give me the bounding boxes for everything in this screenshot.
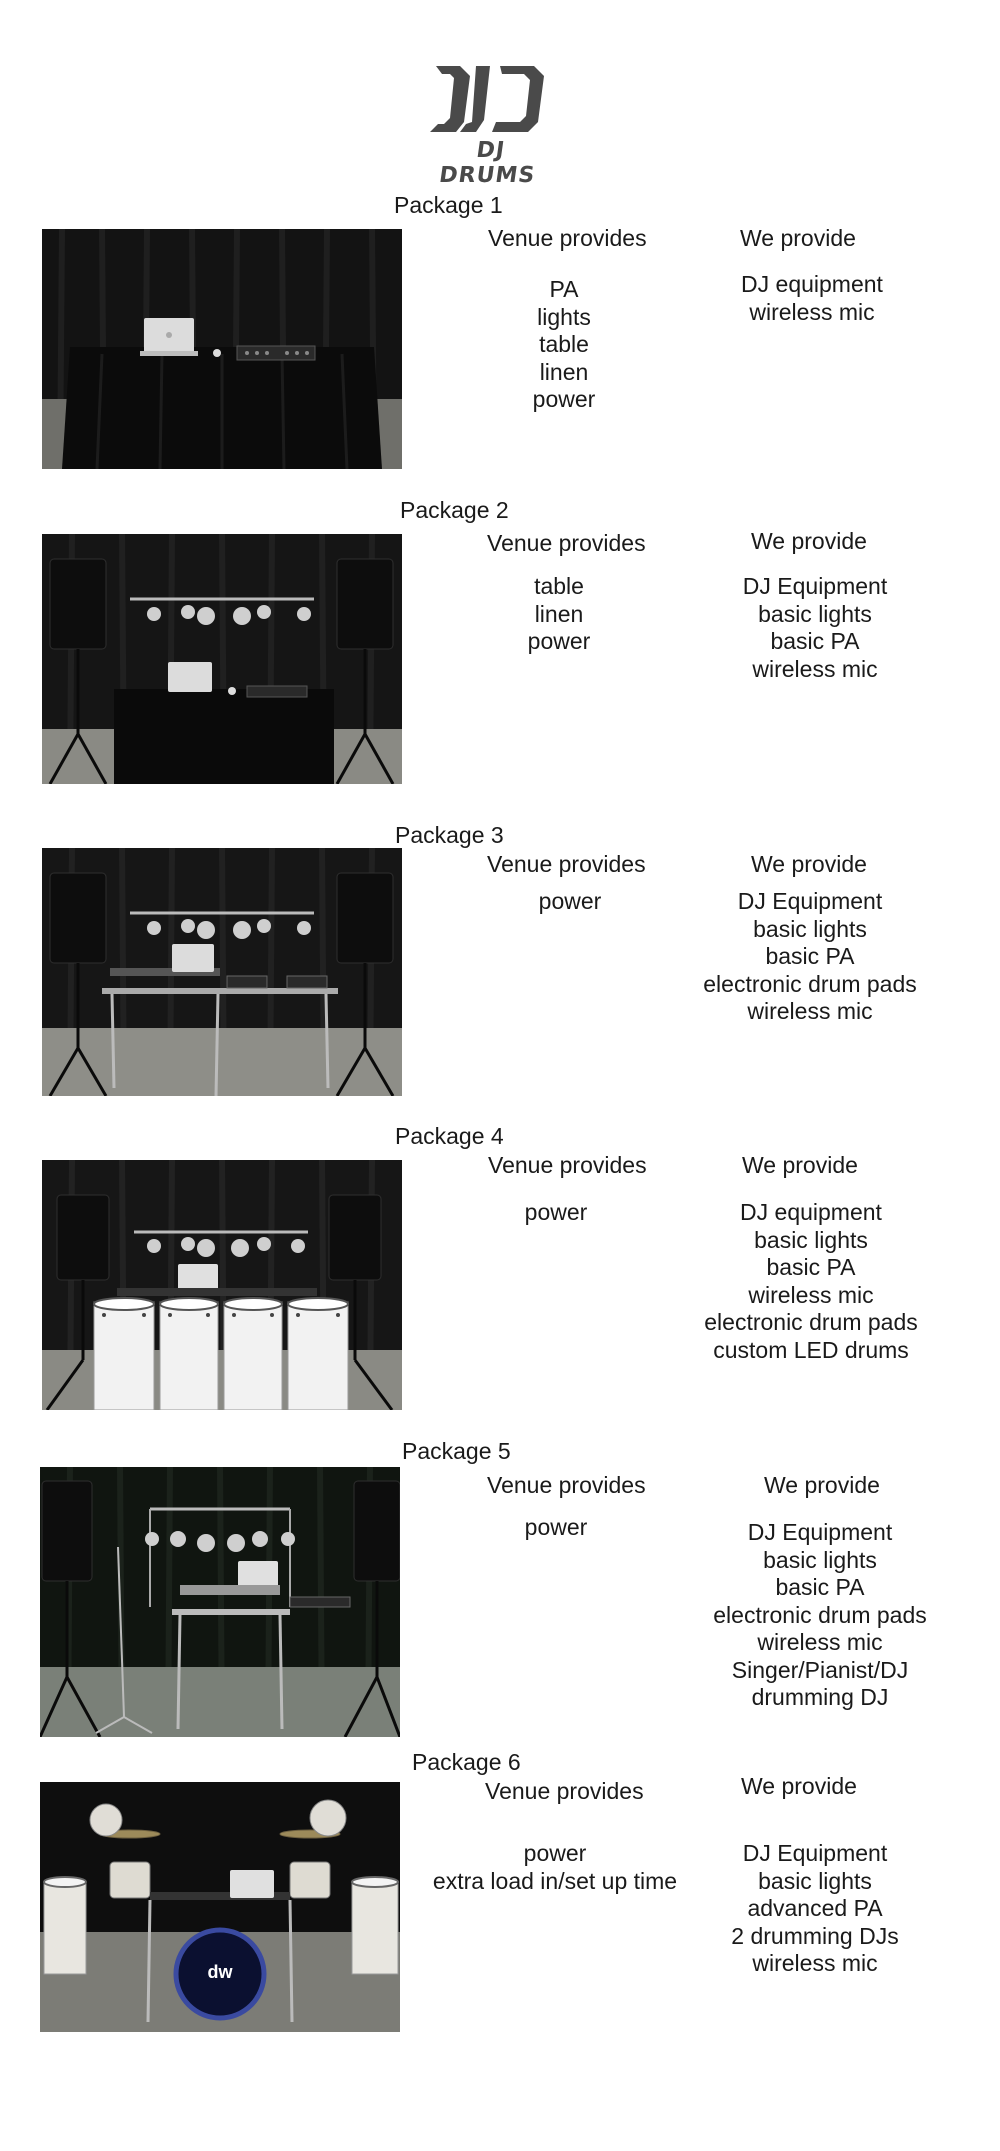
- list-item: electronic drum pads: [703, 970, 917, 997]
- we-provide-heading: We provide: [740, 225, 856, 251]
- list-item: power: [524, 1199, 588, 1225]
- package-title: Package 2: [400, 497, 509, 523]
- we-items-list: [691, 1199, 931, 1364]
- list-item: wireless mic: [752, 1950, 878, 1976]
- list-item: wireless mic: [748, 1281, 874, 1308]
- led-drums-photo: [42, 1160, 402, 1410]
- dj-drums-logo: [430, 62, 560, 188]
- list-item: basic lights: [758, 600, 872, 627]
- list-item: DJ Equipment: [742, 573, 888, 599]
- list-item: DJ equipment: [741, 271, 883, 297]
- list-item: advanced PA: [747, 1895, 883, 1921]
- list-item: power: [532, 386, 596, 412]
- list-item: basic lights: [753, 915, 867, 942]
- list-item: basic PA: [775, 1574, 865, 1600]
- venue-provides-heading: Venue provides: [487, 1472, 646, 1498]
- venue-items-list: [489, 573, 629, 656]
- package-title: Package 3: [395, 822, 504, 848]
- we-provide-heading: We provide: [742, 1152, 858, 1178]
- venue-provides-heading: Venue provides: [488, 225, 647, 251]
- dj-speakers-lights-photo: [42, 534, 402, 784]
- list-item: 2 drumming DJs: [731, 1922, 899, 1949]
- list-item: basic lights: [754, 1226, 868, 1253]
- list-item: basic lights: [763, 1546, 877, 1573]
- venue-items-list: [425, 1840, 685, 1895]
- drum-brand-label: dw: [207, 1962, 233, 1982]
- we-provide-heading: We provide: [764, 1472, 880, 1498]
- list-item: wireless mic: [752, 655, 878, 682]
- venue-items-list: [486, 1514, 626, 1542]
- list-item: wireless mic: [757, 1629, 883, 1655]
- we-items-list: [722, 271, 902, 326]
- list-item: power: [523, 1840, 587, 1866]
- list-item: wireless mic: [747, 998, 873, 1024]
- list-item: basic PA: [765, 943, 855, 969]
- list-item: basic PA: [766, 1254, 856, 1280]
- singer-pianist-setup-photo: [40, 1467, 400, 1737]
- package-title: Package 1: [394, 192, 503, 218]
- package-title: Package 5: [402, 1438, 511, 1464]
- list-item: Singer/Pianist/DJ: [731, 1656, 909, 1683]
- list-item: DJ Equipment: [742, 1840, 888, 1866]
- venue-provides-heading: Venue provides: [488, 1152, 647, 1178]
- list-item: table: [534, 573, 584, 599]
- venue-items-list: [500, 888, 640, 916]
- list-item: wireless mic: [749, 298, 875, 325]
- venue-items-list: [494, 276, 634, 414]
- double-drum-kit-photo: [40, 1782, 400, 2032]
- list-item: DJ Equipment: [737, 888, 883, 914]
- logo-text: DJ DRUMS: [437, 138, 537, 188]
- list-item: DJ equipment: [740, 1199, 882, 1225]
- list-item: extra load in/set up time: [432, 1867, 678, 1894]
- we-items-list: [690, 888, 930, 1026]
- package-title: Package 4: [395, 1123, 504, 1149]
- list-item: power: [538, 888, 602, 914]
- we-provide-heading: We provide: [741, 1773, 857, 1799]
- we-items-list: [700, 1519, 940, 1712]
- list-item: basic PA: [770, 628, 860, 654]
- we-items-list: [725, 573, 905, 683]
- venue-provides-heading: Venue provides: [487, 530, 646, 556]
- list-item: DJ Equipment: [747, 1519, 893, 1545]
- list-item: custom LED drums: [713, 1336, 909, 1363]
- dj-table-photo: [42, 229, 402, 469]
- venue-items-list: [486, 1199, 626, 1227]
- package-title: Package 6: [412, 1749, 521, 1775]
- list-item: table: [539, 331, 589, 357]
- we-items-list: [695, 1840, 935, 1978]
- venue-provides-heading: Venue provides: [485, 1778, 644, 1804]
- list-item: power: [524, 1514, 588, 1540]
- list-item: power: [527, 628, 591, 654]
- list-item: electronic drum pads: [713, 1601, 927, 1628]
- dj-drum-pads-photo: [42, 848, 402, 1096]
- list-item: linen: [539, 358, 589, 385]
- djd-logo-mark-icon: [430, 62, 548, 136]
- list-item: basic lights: [758, 1867, 872, 1894]
- list-item: electronic drum pads: [704, 1309, 918, 1335]
- list-item: PA: [549, 276, 579, 302]
- we-provide-heading: We provide: [751, 851, 867, 877]
- list-item: drumming DJ: [751, 1684, 889, 1710]
- list-item: linen: [534, 600, 584, 627]
- venue-provides-heading: Venue provides: [487, 851, 646, 877]
- list-item: lights: [537, 303, 591, 330]
- we-provide-heading: We provide: [751, 528, 867, 554]
